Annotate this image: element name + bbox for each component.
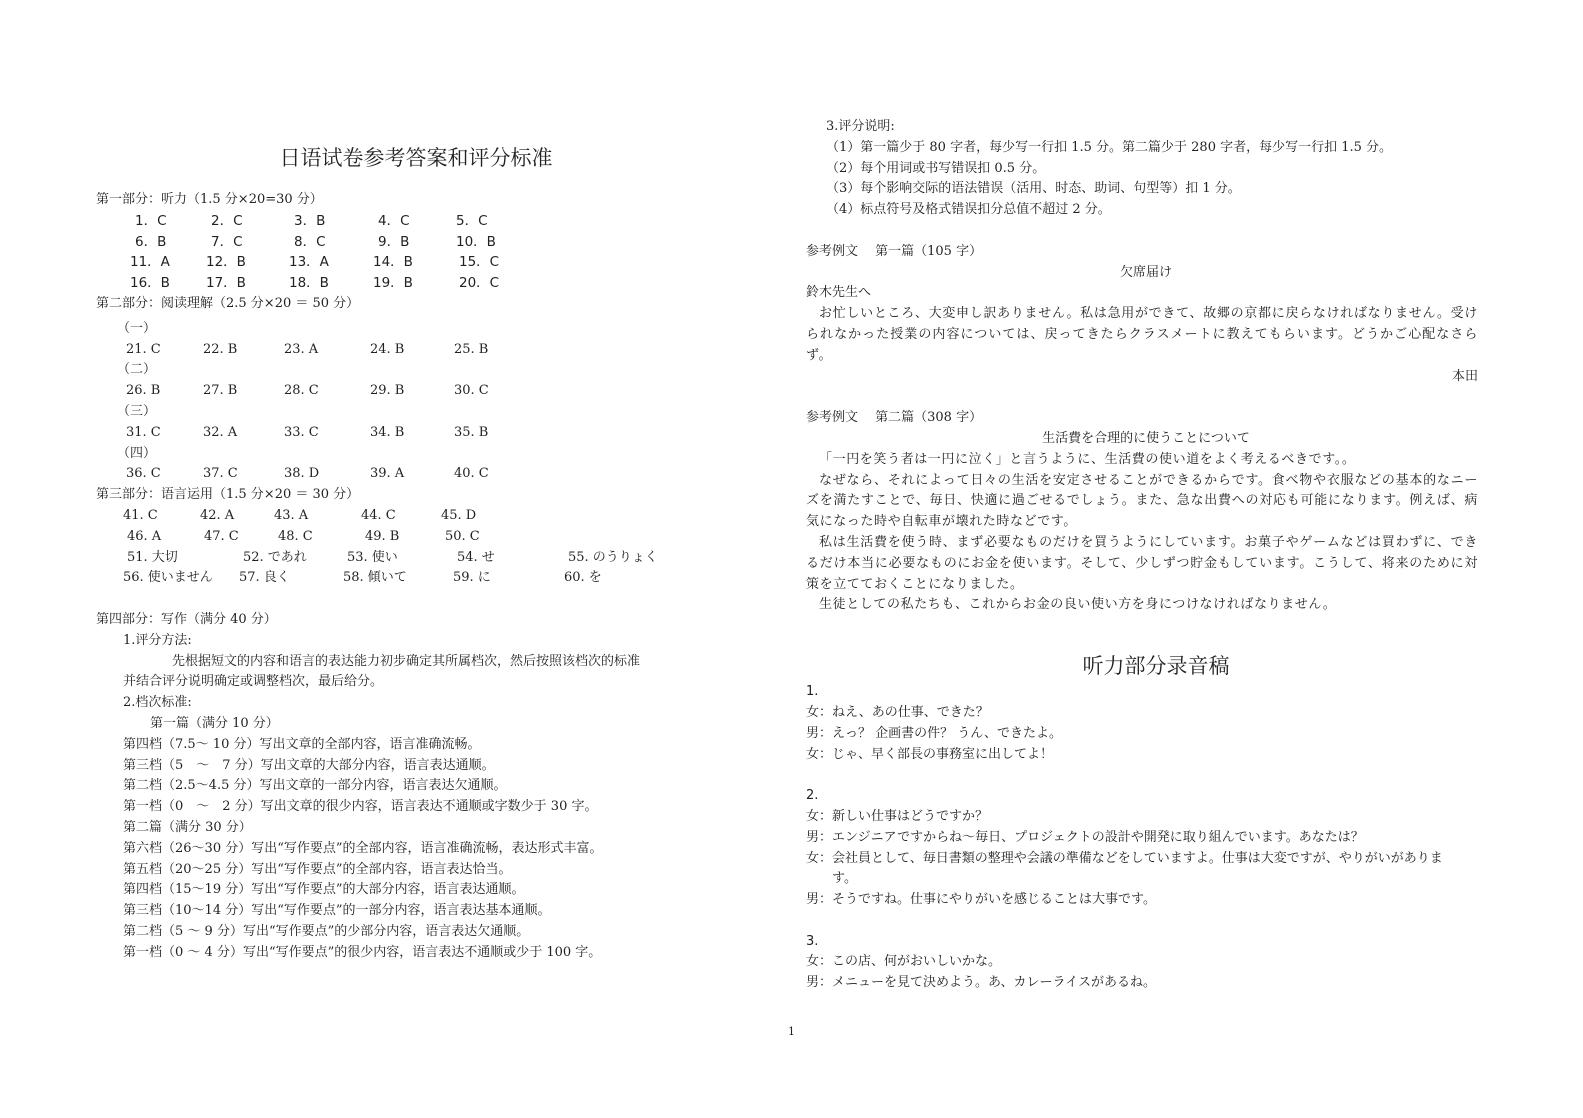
answer: 6．B [135,233,167,250]
part2-heading: 第二部分：阅读理解（2.5 分×20 ＝ 50 分） [96,295,360,311]
answer: 33. C [284,424,319,440]
speaker-label: 男： [806,892,833,908]
answer: 54. せ [457,549,495,565]
answer: 28. C [284,383,319,399]
essay1-heading: 第一篇（满分 10 分） [150,715,279,731]
part1-heading: 第一部分：听力（1.5 分×20=30 分） [96,192,323,207]
speaker-label: 女： [806,808,833,824]
part3-heading: 第三部分：语言运用（1.5 分×20 ＝ 30 分） [96,487,360,503]
answer: 4．C [378,212,410,229]
speaker-label: 女： [806,704,833,720]
part3-answers-row [96,506,736,527]
answer: 45. D [441,507,477,523]
answer: 15．C [459,254,500,271]
answer: 41. C [123,507,158,523]
part3-answers-row [96,568,736,589]
answer: 59. に [453,570,491,586]
standard-heading: 2.档次标准: [123,695,192,711]
note-item: （2）每个用词或书写错误扣 0.5 分。 [826,160,1046,176]
essay1-level: 第四档（7.5～ 10 分）写出文章的全部内容，语言准确流畅。 [123,736,481,752]
dialogue-text: 会社員として、毎日書類の整理や会議の準備などをしていますよ。仕事は大変ですが、やりがいがあります。 [832,850,1443,887]
answer: 44. C [361,507,396,523]
sample2-paragraph: 「一円を笑う者は一円に泣く」と言うように、生活費の使い道をよく考えるべきです。。 [819,451,1356,467]
dialogue-text: じゃ、早く部長の事務室に出してよ！ [832,746,1054,762]
answer: 34. B [370,424,405,440]
answer: 16．B [130,275,170,292]
note-item: （3）每个影响交际的语法错误（活用、时态、助词、句型等）扣 1 分。 [826,181,1241,197]
right-column [806,117,1496,994]
dialogue-line [806,890,1496,911]
part1-answers-row-1 [96,211,736,232]
essay2-heading: 第二篇（满分 30 分） [123,819,252,835]
answer: 55. のうりょく [568,549,658,565]
part2-group-label: （一） [117,320,157,336]
answer: 47. C [204,528,239,544]
transcript-item-number: 3. [806,933,819,949]
answer: 23. A [284,341,319,357]
dialogue-text: えっ？ 企画書の件？ うん、できたよ。 [832,725,1063,741]
dialogue-text: ねえ、あの仕事、できた？ [832,704,989,720]
answer: 37. C [203,466,238,482]
answer: 2．C [211,212,243,229]
sample1-heading: 参考例文 第一篇（105 字） [806,243,983,259]
answer: 10．B [456,233,496,250]
answer: 39. A [370,466,405,482]
answer: 35. B [454,424,489,440]
answer: 49. B [365,528,400,544]
dialogue-line [806,828,1496,849]
dialogue-line [806,745,1496,766]
answer: 60. を [564,570,602,586]
answer: 29. B [370,383,405,399]
answer: 53. 使い [347,549,398,565]
method-heading: 1.评分方法: [123,632,192,648]
part4-heading: 第四部分：写作（满分 40 分） [96,611,277,627]
answer: 20．C [459,275,500,292]
answer: 21. C [126,341,161,357]
speaker-label: 男： [806,975,833,991]
answer: 43. A [274,507,309,523]
dialogue-line [806,952,1496,973]
note-item: （4）标点符号及格式错误扣分总值不超过 2 分。 [826,202,1111,218]
dialogue-line [806,807,1496,828]
speaker-label: 男： [806,725,833,741]
answer: 7．C [211,233,243,250]
essay1-level: 第二档（2.5～4.5 分）写出文章的一部分内容，语言表达欠通顺。 [123,778,507,794]
answer: 22. B [203,341,238,357]
answer: 42. A [200,507,235,523]
dialogue-line [806,973,1496,994]
answer: 19．B [373,275,413,292]
answer: 14．B [373,254,413,271]
answer: 30. C [454,383,489,399]
essay1-level: 第一档（0 ～ 2 分）写出文章的很少内容，语言表达不通顺或字数少于 30 字。 [123,799,598,815]
answer: 5．C [456,212,488,229]
answer: 8．C [294,233,326,250]
answer: 56. 使いません [123,570,213,586]
sample2-paragraph: なぜなら、それによって日々の生活を安定させることができるからです。食べ物や衣服などの基本的なニーズを満たすことで、毎日、快適に過ごせるでしょう。また、急な出費への対応も可能になります。例えば、病気になった時や自転車が壊れた時などです。 [806,472,1478,530]
essay2-level: 第三档（10～14 分）写出“写作要点”的一部分内容，语言表达基本通顺。 [123,903,551,919]
part1-answers-row-4 [96,273,736,294]
speaker-label: 女： [806,954,833,970]
method-text: 先根据短文的内容和语言的表达能力初步确定其所属档次，然后按照该档次的标准 [172,653,641,669]
part1-answers-row-3 [96,252,736,273]
transcript-item-number: 1. [806,684,819,700]
answer: 38. D [284,466,320,482]
dialogue-text: この店、何がおいしいかな。 [832,954,1002,970]
speaker-label: 女： [806,746,833,762]
method-text: 并结合评分说明确定或调整档次，最后给分。 [123,674,384,690]
sample1-title: 欠席届け [1119,264,1172,280]
answer: 31. C [126,424,161,440]
document-title: 日语试卷参考答案和评分标准 [279,146,553,170]
dialogue-text: 新しい仕事はどうですか？ [832,808,989,824]
speaker-label: 男： [806,829,833,845]
answer: 26. B [126,383,161,399]
sample1-signature: 本田 [1451,368,1478,384]
answer: 27. B [203,383,238,399]
essay2-level: 第四档（15～19 分）写出“写作要点”的大部分内容，语言表达通顺。 [123,882,525,898]
transcript-title: 听力部分录音稿 [1082,654,1230,679]
essay1-level: 第三档（5 ～ 7 分）写出文章的大部分内容，语言表达通顺。 [123,757,495,773]
answer: 12．B [206,254,246,271]
transcript-item-number: 2. [806,788,819,804]
answer: 24. B [370,341,405,357]
answer: 48. C [278,528,313,544]
answer: 51. 大切 [127,549,178,565]
essay2-level: 第一档（0 ～ 4 分）写出“写作要点”的很少内容，语言表达不通顺或少于 100 字。 [123,944,602,960]
part3-answers-row [96,527,736,548]
answer: 11．A [130,254,170,271]
answer: 1．C [135,212,167,229]
left-column [96,138,736,963]
note-item: （1）第一篇少于 80 字者，每少写一行扣 1.5 分。第二篇少于 280 字者，每少写一行扣 1.5 分。 [826,139,1393,155]
answer: 46. A [127,528,162,544]
essay2-level: 第二档（5 ～ 9 分）写出“写作要点”的少部分内容，语言表达欠通顺。 [123,923,530,939]
answer: 25. B [454,341,489,357]
sample2-title: 生活費を合理的に使うことについて [1042,430,1250,446]
part2-answers-row [96,381,736,402]
speaker-label: 女： [806,850,833,866]
sample1-addressee: 鈴木先生へ [806,285,872,301]
dialogue-text: メニューを見て決めよう。あ、カレーライスがあるね。 [832,975,1156,991]
answer: 50. C [445,528,480,544]
answer: 40. C [454,466,489,482]
page-number: 1 [788,1025,795,1038]
answer: 3．B [294,212,326,229]
notes-heading: 3.评分说明: [826,119,895,134]
sample2-paragraph: 生徒としての私たちも、これからお金の良い使い方を身につけなければなりません。 [819,597,1337,613]
answer: 58. 傾いて [343,570,407,586]
dialogue-line [806,703,1496,724]
answer: 17．B [206,275,246,292]
part2-group-label: （二） [117,362,157,378]
answer: 13．A [289,254,329,271]
part1-answers-row-2 [96,232,736,253]
essay2-level: 第六档（26～30 分）写出“写作要点”的全部内容，语言准确流畅，表达形式丰富。 [123,840,603,856]
essay2-level: 第五档（20～25 分）写出“写作要点”的全部内容，语言表达恰当。 [123,861,512,877]
answer: 9．B [378,233,410,250]
dialogue-text: そうですね。仕事にやりがいを感じることは大事です。 [832,892,1156,908]
dialogue-line [806,849,1446,891]
sample2-heading: 参考例文 第二篇（308 字） [806,410,983,426]
dialogue-text: エンジニアですからね～毎日、プロジェクトの設計や開発に取り組んでいます。あなたは？ [832,829,1364,845]
sample2-paragraph: 私は生活費を使う時、まず必要なものだけを買うようにしています。お菓子やゲームなどは買わずに、できるだけ本当に必要なものにお金を使います。そして、少しずつ貯金もしています。こうして、将来のために対策を立てておくことになりました。 [806,534,1478,592]
answer: 18．B [289,275,329,292]
answer: 52. であれ [243,549,307,565]
part2-answers-row [96,464,736,485]
part3-answers-row [96,548,736,569]
part2-answers-row [96,423,736,444]
part2-group-label: （四） [117,445,157,461]
answer: 36. C [126,466,161,482]
answer: 57. 良く [239,570,290,586]
dialogue-line [806,724,1496,745]
part2-answers-row [96,340,736,361]
answer: 32. A [203,424,238,440]
part2-group-label: （三） [117,403,157,419]
sample1-body: お忙しいところ、大変申し訳ありません。私は急用ができて、故郷の京都に戻らなければなりません。受けられなかった授業の内容については、戻ってきたらクラスメートに教えてもらいます。どうかご心配なさらず。 [806,306,1478,363]
